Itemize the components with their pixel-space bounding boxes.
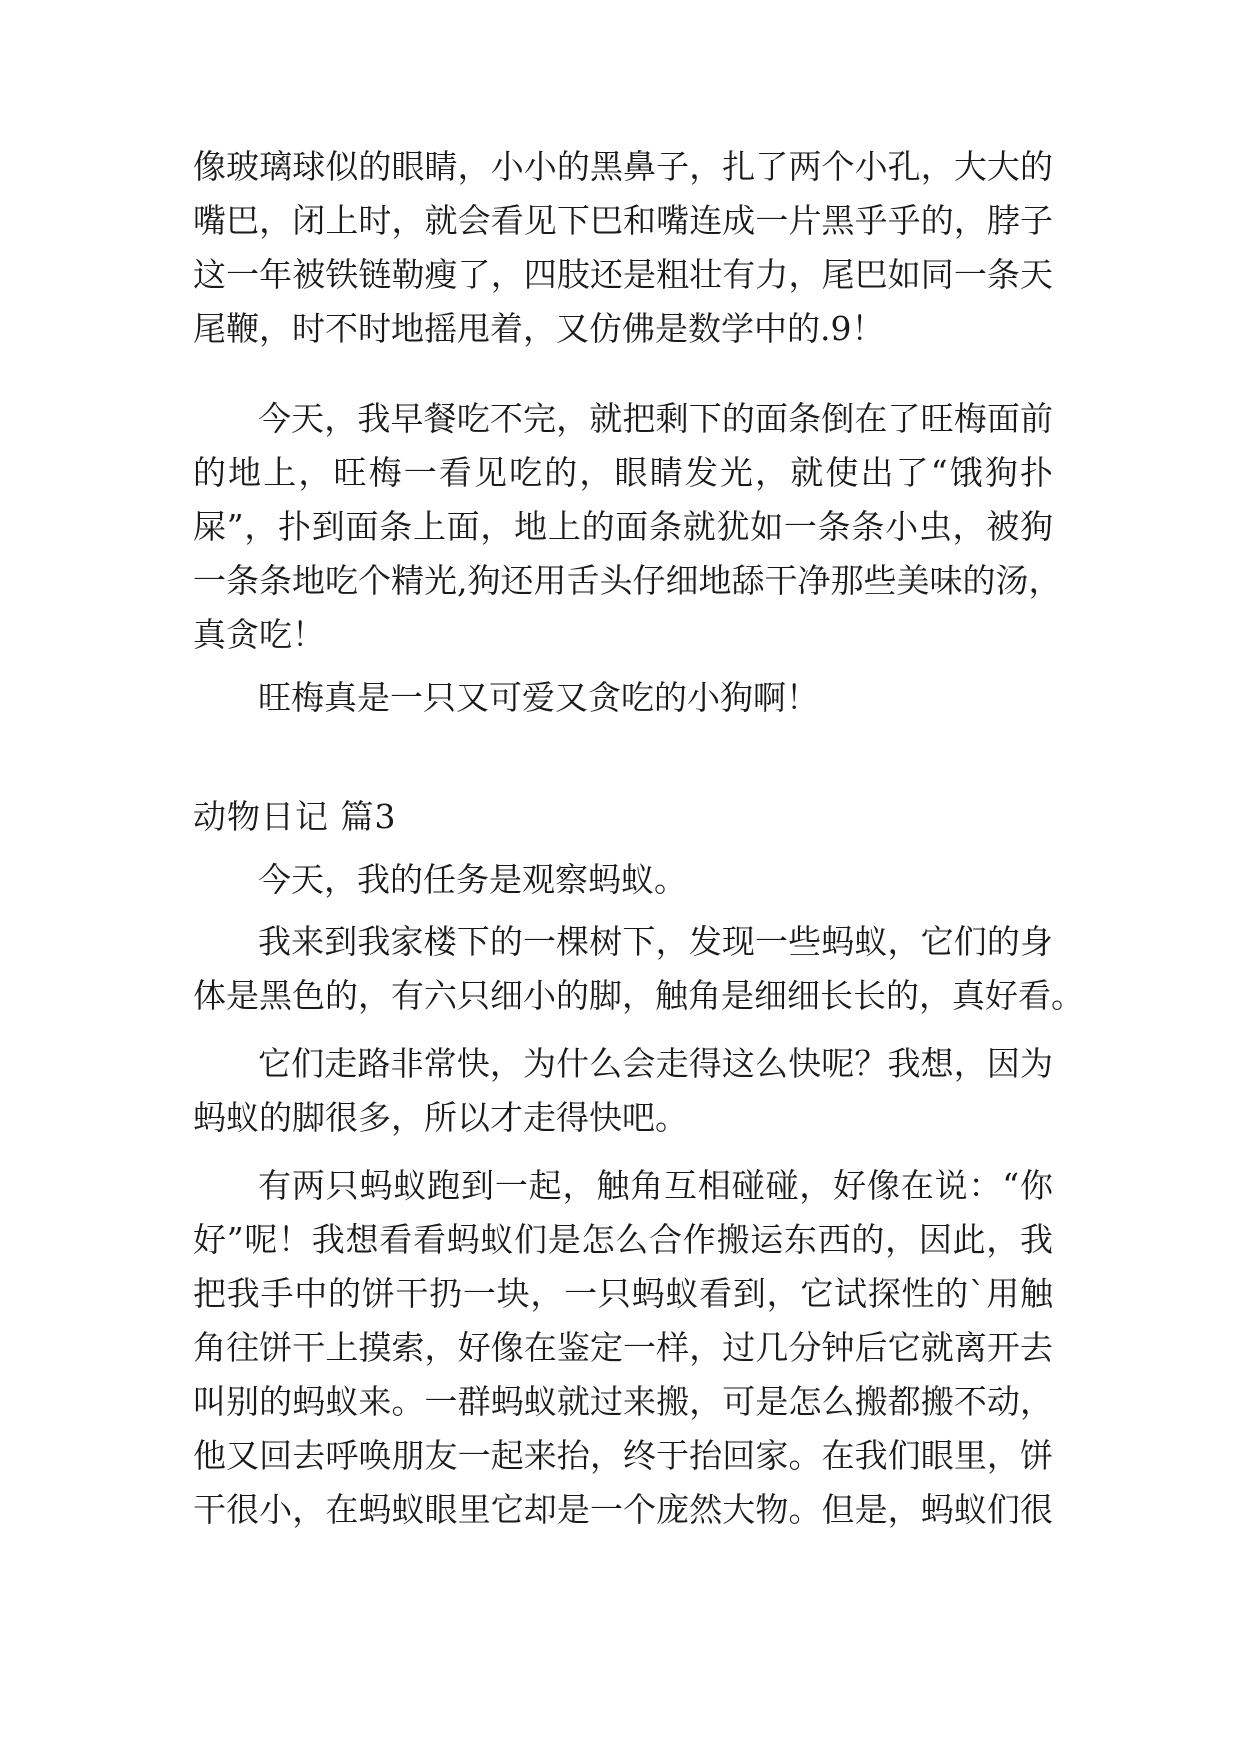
text-line: 屎”，扑到面条上面，地上的面条就犹如一条条小虫，被狗 [193,507,1053,546]
section-heading: 动物日记 篇3 [193,797,397,836]
text-line: 干很小，在蚂蚁眼里它却是一个庞然大物。但是，蚂蚁们很 [193,1490,1053,1529]
text-line: 真贪吃！ [193,615,325,654]
paragraph-first-line: 我来到我家楼下的一棵树下，发现一些蚂蚁，它们的身 [258,922,1053,961]
text-line: 蚂蚁的脚很多，所以才走得快吧。 [193,1098,688,1137]
text-line: 他又回去呼唤朋友一起来抬，终于抬回家。在我们眼里，饼 [193,1436,1053,1475]
text-line: 尾鞭，时不时地摇甩着，又仿佛是数学中的.9！ [193,309,885,348]
text-line: 一条条地吃个精光,狗还用舌头仔细地舔干净那些美味的汤， [193,561,1062,600]
text-line: 把我手中的饼干扔一块，一只蚂蚁看到，它试探性的`用触 [193,1274,1053,1313]
text-line: 这一年被铁链勒瘦了，四肢还是粗壮有力，尾巴如同一条天 [193,255,1053,294]
paragraph-first-line: 它们走路非常快，为什么会走得这么快呢？我想，因为 [258,1044,1053,1083]
text-line: 好”呢！我想看看蚂蚁们是怎么合作搬运东西的，因此，我 [193,1220,1053,1259]
text-line: 嘴巴，闭上时，就会看见下巴和嘴连成一片黑乎乎的，脖子 [193,201,1053,240]
text-line: 的地上，旺梅一看见吃的，眼睛发光，就使出了“饿狗扑 [193,453,1053,492]
text-line: 角往饼干上摸索，好像在鉴定一样，过几分钟后它就离开去 [193,1328,1053,1367]
text-line: 叫别的蚂蚁来。一群蚂蚁就过来搬，可是怎么搬都搬不动， [193,1382,1053,1421]
paragraph-first-line: 旺梅真是一只又可爱又贪吃的小狗啊！ [258,678,819,717]
text-line: 像玻璃球似的眼睛，小小的黑鼻子，扎了两个小孔，大大的 [193,147,1053,186]
paragraph-first-line: 今天，我早餐吃不完，就把剩下的面条倒在了旺梅面前 [258,399,1053,438]
paragraph-first-line: 今天，我的任务是观察蚂蚁。 [258,860,687,899]
text-line: 体是黑色的，有六只细小的脚，触角是细细长长的，真好看。 [193,976,1084,1015]
paragraph-first-line: 有两只蚂蚁跑到一起，触角互相碰碰，好像在说：“你 [258,1166,1053,1205]
